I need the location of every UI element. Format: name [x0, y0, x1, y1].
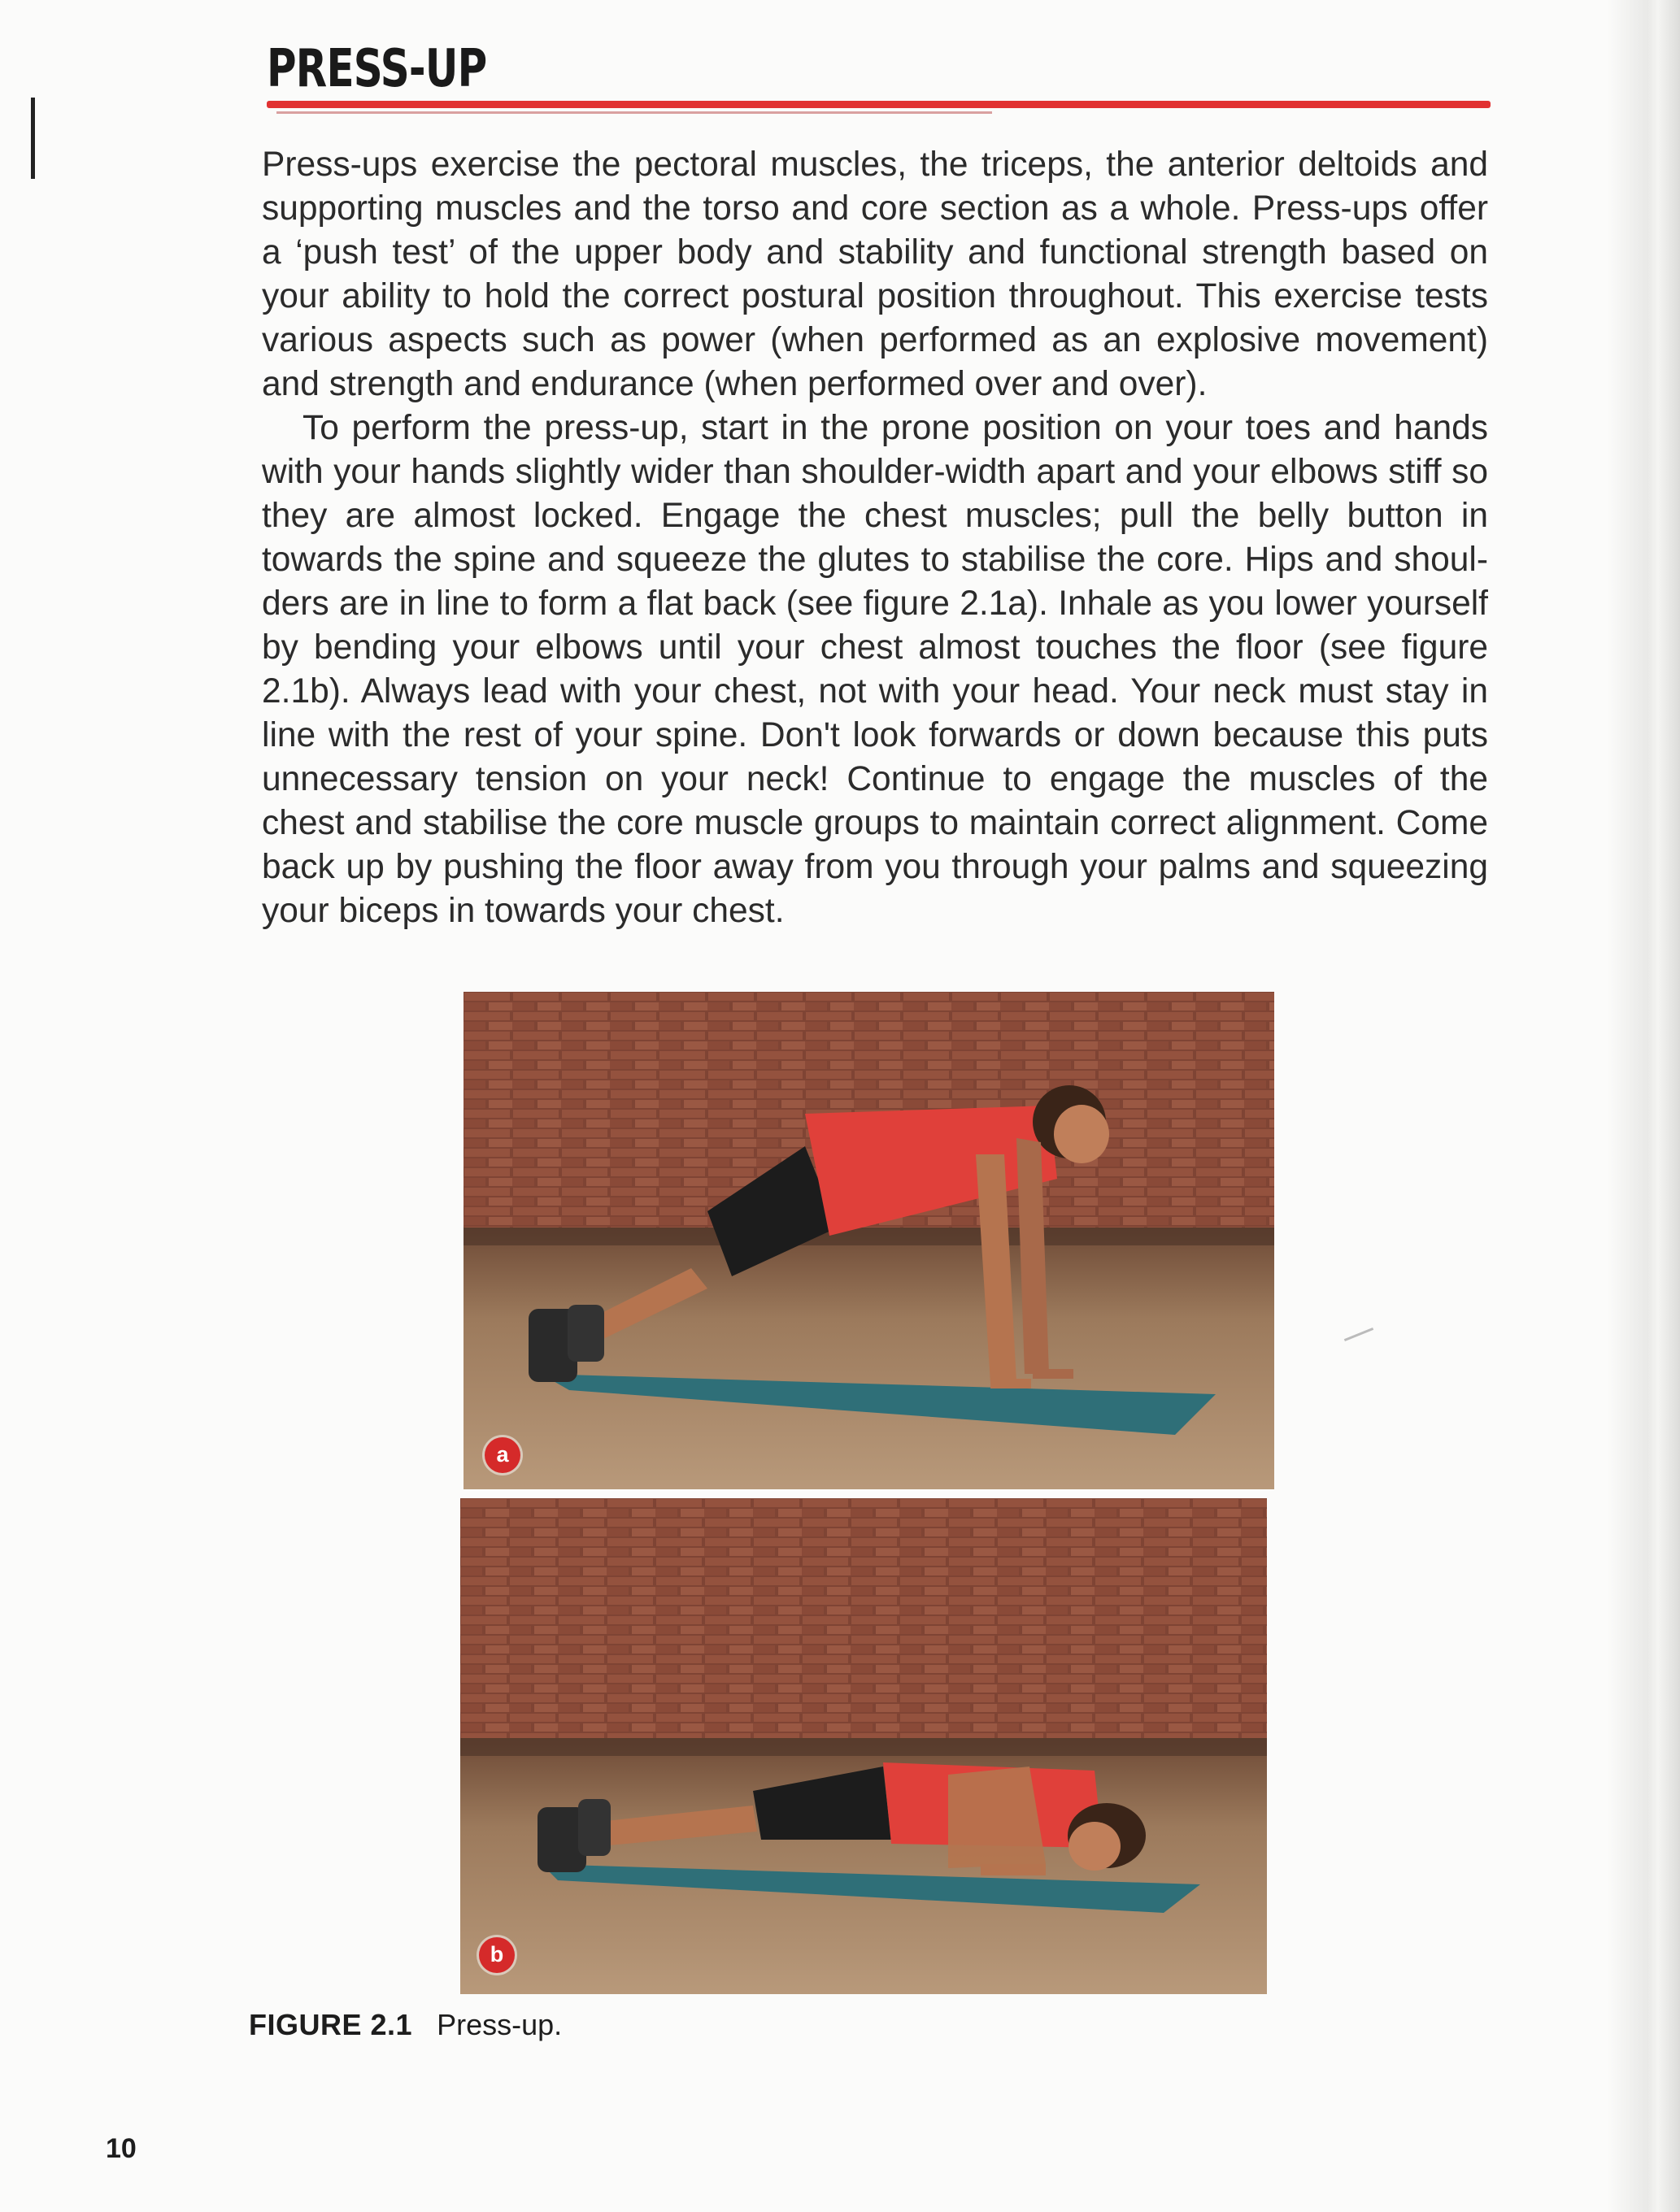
- section-heading: PRESS-UP: [267, 39, 487, 99]
- press-up-top-illustration: [464, 992, 1274, 1489]
- figure-caption-text: Press-up.: [437, 2008, 563, 2041]
- body-text: [262, 143, 1488, 933]
- paragraph-intro: Press-ups exercise the pectoral muscles, the triceps, the anterior deltoids and supporting muscles and the torso and core section as a whole. Press-ups offer a ‘push test’ of the upper body and stability and functional strength based on your ability to hold the correct postural position throughout. This exercise tests various aspects such as power (when performed as an explosive movement) and strength and endurance (when performed over and over).: [262, 146, 1488, 403]
- paragraph-instructions: To perform the press-up, start in the prone position on your toes and hands with your hands slightly wider than shoulder-width apart and your elbows stiff so they are almost locked. Engage the chest muscles; pull the belly button in towards the spine and squeeze the glutes to stabilise the core. Hips and shoul-ders are in line to form a flat back (see figure 2.1a). Inhale as you lower yourself by bending your elbows until your chest almost touches the floor (see figure 2.1b). Always lead with your chest, not with your head. Your neck must stay in line with the rest of your spine. Don't look forwards or down because this puts unnecessary tension on your neck! Continue to engage the muscles of the chest and stabilise the core muscle groups to maintain correct alignment. Come back up by pushing the floor away from you through your palms and squeezing your biceps in towards your chest.: [262, 409, 1488, 930]
- stray-mark: [1344, 1328, 1373, 1341]
- press-up-bottom-illustration: [460, 1498, 1267, 1994]
- figure-photo-b: [460, 1498, 1267, 1994]
- figure-label-a: a: [485, 1437, 520, 1473]
- page-number: 10: [106, 2133, 137, 2164]
- margin-mark: [31, 98, 35, 179]
- heading-rule-shadow: [276, 111, 992, 114]
- figure-caption-number: FIGURE 2.1: [249, 2008, 413, 2041]
- figure-caption: [249, 2008, 562, 2042]
- figure-photo-a: [464, 992, 1274, 1489]
- heading-rule: [267, 101, 1491, 108]
- book-spine-shadow: [1607, 0, 1680, 2212]
- figure-label-b: b: [479, 1937, 515, 1973]
